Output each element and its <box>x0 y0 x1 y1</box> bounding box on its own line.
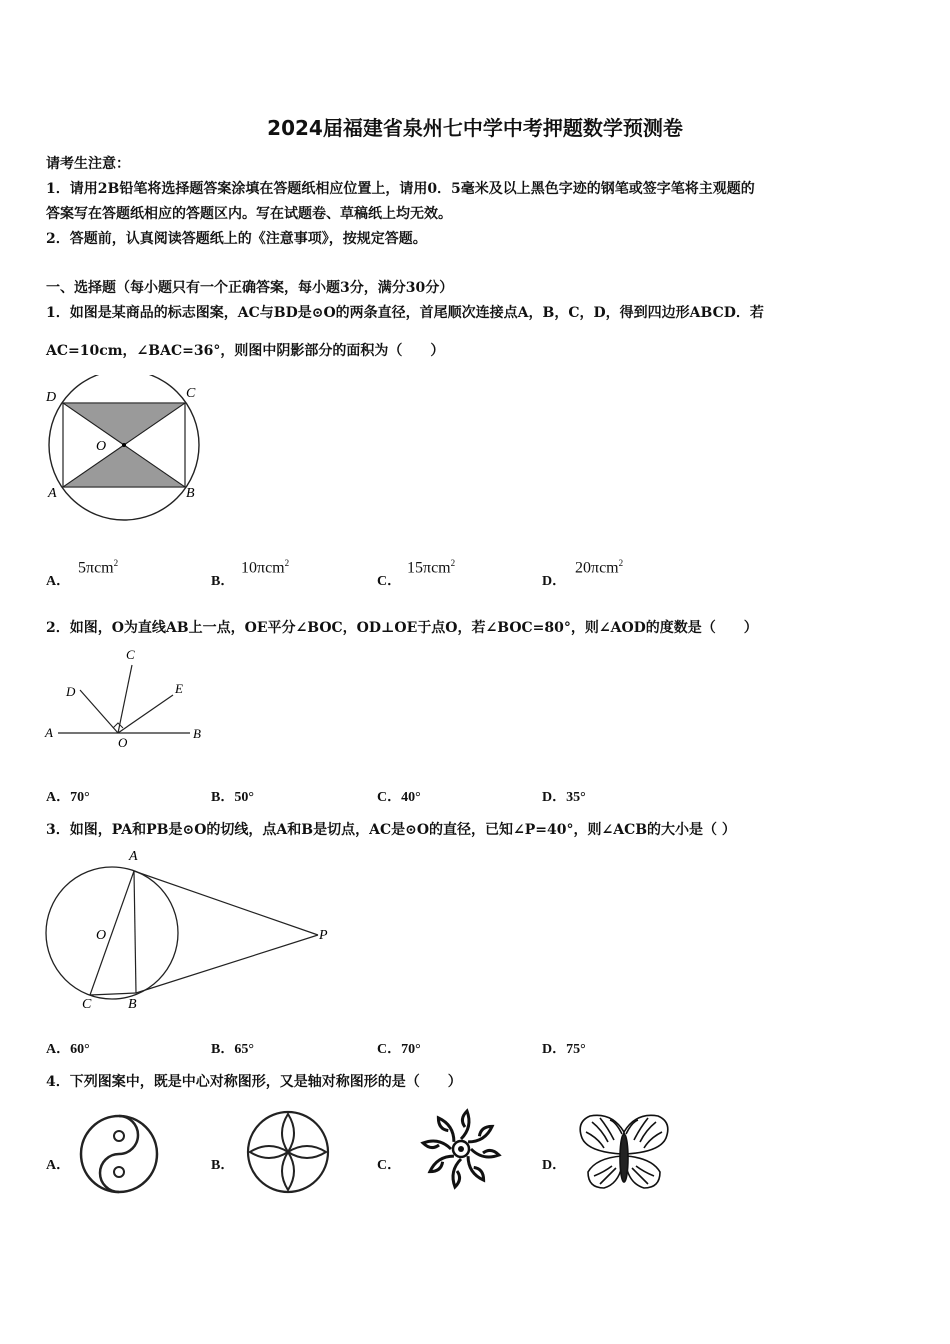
q1-text-a: 1．如图是某商品的标志图案，AC与BD是⊙O的两条直径，首尾顺次连接点A，B，C，D，得到四边形ABCD．若 <box>46 305 764 321</box>
q1-option-a-value[interactable]: 5πcm$^2$ <box>78 558 119 577</box>
notice-line-1: 1．请用2B铅笔将选择题答案涂填在答题纸相应位置上，请用0．5毫米及以上黑色字迹的钢笔或签字笔将主观题的 <box>46 181 755 197</box>
q1-shaded-top <box>63 403 185 445</box>
q3-option-b[interactable]: B．65° <box>211 1042 254 1057</box>
q1-label-a: A <box>48 486 57 501</box>
q2-right-angle-mark <box>113 723 123 728</box>
q3-option-d[interactable]: D．75° <box>542 1042 586 1057</box>
q3-figure <box>40 843 340 1018</box>
notice-heading: 请考生注意： <box>46 156 130 172</box>
q4-option-a-figure[interactable] <box>72 1110 167 1198</box>
q1-label-c: C <box>186 386 196 401</box>
q3-chord-cb <box>90 993 136 995</box>
q4-option-d-letter[interactable]: D． <box>542 1158 567 1173</box>
q1-label-b: B <box>186 486 195 501</box>
q2-text: 2．如图，O为直线AB上一点，OE平分∠BOC，OD⊥OE于点O，若∠BOC=80°，则∠AOD的度数是（ ） <box>46 620 758 636</box>
q3-label-p: P <box>319 928 328 943</box>
q3-label-b: B <box>128 997 137 1012</box>
q1-option-b-letter[interactable]: B． <box>211 574 235 589</box>
q4-text: 4．下列图案中，既是中心对称图形，又是轴对称图形的是（ ） <box>46 1074 462 1090</box>
q3-text: 3．如图，PA和PB是⊙O的切线，点A和B是切点，AC是⊙O的直径，已知∠P=40°，则∠ACB的大小是（ ） <box>46 822 736 838</box>
q4-option-c-figure[interactable] <box>407 1100 515 1198</box>
q2-option-c[interactable]: C．40° <box>377 790 421 805</box>
q3-chord-ab <box>134 871 136 993</box>
q3-label-c: C <box>82 997 92 1012</box>
q3-tangent-pb <box>136 935 318 993</box>
q2-label-b: B <box>193 726 201 741</box>
q1-option-c-letter[interactable]: C． <box>377 574 402 589</box>
q2-ray-oe <box>118 695 173 733</box>
q1-center-point <box>122 443 126 447</box>
q3-label-o: O <box>96 928 107 943</box>
q2-ray-oc <box>118 665 132 733</box>
page-title: 2024届福建省泉州七中学中考押题数学预测卷 <box>267 116 683 140</box>
q2-option-a[interactable]: A．70° <box>46 790 90 805</box>
q1-option-a-letter[interactable]: A． <box>46 574 71 589</box>
q2-label-c: C <box>126 647 135 662</box>
q3-option-a[interactable]: A．60° <box>46 1042 90 1057</box>
q4-option-a-letter[interactable]: A． <box>46 1158 71 1173</box>
q2-option-d[interactable]: D．35° <box>542 790 586 805</box>
q1-option-c-value[interactable]: 15πcm$^2$ <box>407 558 456 577</box>
section-heading: 一、选择题（每小题只有一个正确答案，每小题3分，满分30分） <box>46 280 454 296</box>
q2-label-o: O <box>118 735 128 750</box>
q1-option-d-letter[interactable]: D． <box>542 574 567 589</box>
q2-ray-od <box>80 690 118 733</box>
q1-option-b-value[interactable]: 10πcm$^2$ <box>241 558 290 577</box>
q2-label-d: D <box>66 684 76 699</box>
q1-shaded-bottom <box>63 445 185 487</box>
q1-text-b: AC=10cm，∠BAC=36°，则图中阴影部分的面积为（ ） <box>46 343 445 359</box>
notice-line-1b: 答案写在答题纸相应的答题区内。写在试题卷、草稿纸上均无效。 <box>46 206 452 222</box>
q2-option-b[interactable]: B．50° <box>211 790 254 805</box>
q3-option-c[interactable]: C．70° <box>377 1042 421 1057</box>
q1-label-d: D <box>46 390 57 405</box>
q2-figure <box>40 645 215 755</box>
q1-figure <box>40 375 210 525</box>
q2-label-e: E <box>175 681 183 696</box>
q3-label-a: A <box>129 849 138 864</box>
q3-tangent-pa <box>134 871 318 935</box>
q1-label-o: O <box>96 439 107 454</box>
q4-option-d-figure[interactable] <box>572 1108 677 1198</box>
q4-option-b-letter[interactable]: B． <box>211 1158 235 1173</box>
q4-option-b-figure[interactable] <box>238 1106 338 1198</box>
q1-option-d-value[interactable]: 20πcm$^2$ <box>575 558 624 577</box>
q2-label-a: A <box>45 725 53 740</box>
q4-option-c-letter[interactable]: C． <box>377 1158 402 1173</box>
notice-line-2: 2．答题前，认真阅读答题纸上的《注意事项》，按规定答题。 <box>46 231 427 247</box>
